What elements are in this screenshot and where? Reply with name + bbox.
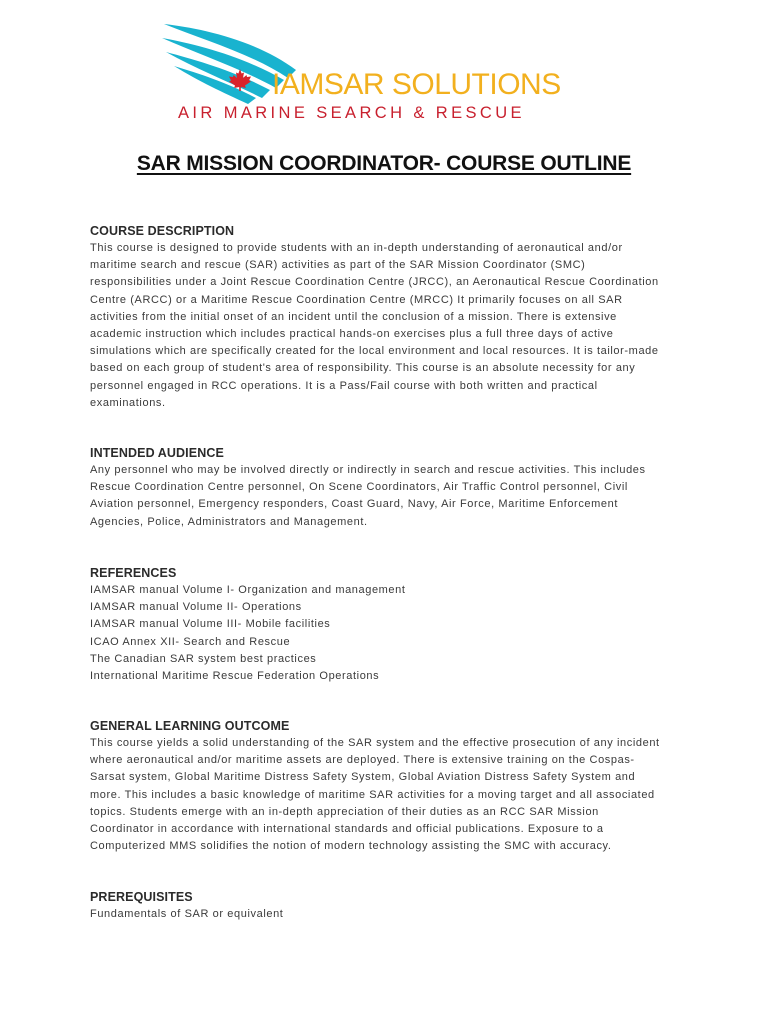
paragraph-line: Coordinator in accordance with international standards and official publications. Exposure to a bbox=[90, 823, 604, 836]
paragraph-line: based on each group of student's area of responsibility. This course is an absolute necessity for any bbox=[90, 362, 636, 375]
paragraph-line: Computerized MMS solidifies the notion of modern technology assisting the SMC with accuracy. bbox=[90, 840, 612, 853]
paragraph-line: This course yields a solid understanding of the SAR system and the effective prosecution of any incident bbox=[90, 737, 660, 749]
prerequisites-section bbox=[90, 890, 690, 923]
references-list bbox=[90, 582, 690, 685]
paragraph-line: academic instruction which includes practical hands-on exercises plus a full three days of active bbox=[90, 328, 614, 341]
list-item: ICAO Annex XII- Search and Rescue bbox=[90, 635, 291, 648]
learning-outcome-section bbox=[90, 719, 690, 855]
brand-tagline: AIR MARINE SEARCH & RESCUE bbox=[178, 104, 525, 122]
section-heading: COURSE DESCRIPTION bbox=[90, 224, 235, 238]
paragraph-line: Fundamentals of SAR or equivalent bbox=[90, 908, 284, 920]
section-heading: REFERENCES bbox=[90, 566, 177, 580]
paragraph-line: Any personnel who may be involved directly or indirectly in search and rescue activities. This includes bbox=[90, 464, 646, 476]
paragraph-line: topics. Students emerge with an in-depth appreciation of their duties as an RCC SAR Mission bbox=[90, 805, 599, 818]
list-item: IAMSAR manual Volume II- Operations bbox=[90, 601, 302, 614]
page-title: SAR MISSION COORDINATOR- COURSE OUTLINE bbox=[136, 152, 632, 175]
list-item: IAMSAR manual Volume III- Mobile facilities bbox=[90, 618, 331, 631]
company-logo bbox=[160, 18, 620, 128]
paragraph-line: responsibilities under a Joint Rescue Coordination Centre (JRCC), an Aeronautical Rescue Coordination bbox=[90, 276, 659, 289]
intended-audience-section bbox=[90, 446, 690, 531]
references-section bbox=[90, 566, 690, 685]
paragraph-line: simulations which are specifically created for the local environment and local resources. It is tailor-made bbox=[90, 345, 659, 358]
list-item: IAMSAR manual Volume I- Organization and management bbox=[90, 584, 406, 596]
paragraph-line: more. This includes a basic knowledge of maritime SAR activities for a moving target and all associated bbox=[90, 788, 655, 801]
paragraph-line: This course is designed to provide students with an in-depth understanding of aeronautical and/or bbox=[90, 242, 623, 254]
section-heading: INTENDED AUDIENCE bbox=[90, 446, 224, 460]
list-item: International Maritime Rescue Federation Operations bbox=[90, 670, 380, 683]
paragraph-line: Rescue Coordination Centre personnel, On Scene Coordinators, Air Traffic Control personnel, Civil bbox=[90, 481, 628, 494]
paragraph-line: examinations. bbox=[90, 396, 166, 409]
paragraph-line: Aviation personnel, Emergency responders, Coast Guard, Navy, Air Force, Maritime Enforcement bbox=[90, 498, 618, 511]
paragraph-line: where aeronautical and/or maritime assets are deployed. There is extensive training on the Cospas- bbox=[90, 754, 635, 767]
section-heading: PREREQUISITES bbox=[90, 890, 193, 904]
paragraph-line: personnel engaged in RCC operations. It is a Pass/Fail course with both written and practical bbox=[90, 379, 598, 392]
paragraph-line: Sarsat system, Global Maritime Distress Safety System, Global Aviation Distress Safety System and bbox=[90, 771, 636, 784]
maple-leaf-icon bbox=[228, 68, 252, 92]
section-heading: GENERAL LEARNING OUTCOME bbox=[90, 719, 290, 733]
course-description-section bbox=[90, 224, 690, 412]
brand-name: IAMSAR SOLUTIONS bbox=[272, 68, 561, 101]
paragraph-line: Centre (ARCC) or a Maritime Rescue Coordination Centre (MRCC) It primarily focuses on all SAR bbox=[90, 293, 623, 306]
paragraph-line: maritime search and rescue (SAR) activities as part of the SAR Mission Coordinator (SMC) bbox=[90, 259, 586, 272]
paragraph-line: activities from the initial onset of an incident until the conclusion of a mission. There is extensive bbox=[90, 310, 617, 323]
list-item: The Canadian SAR system best practices bbox=[90, 652, 317, 665]
paragraph-line: Agencies, Police, Administrators and Management. bbox=[90, 515, 368, 528]
